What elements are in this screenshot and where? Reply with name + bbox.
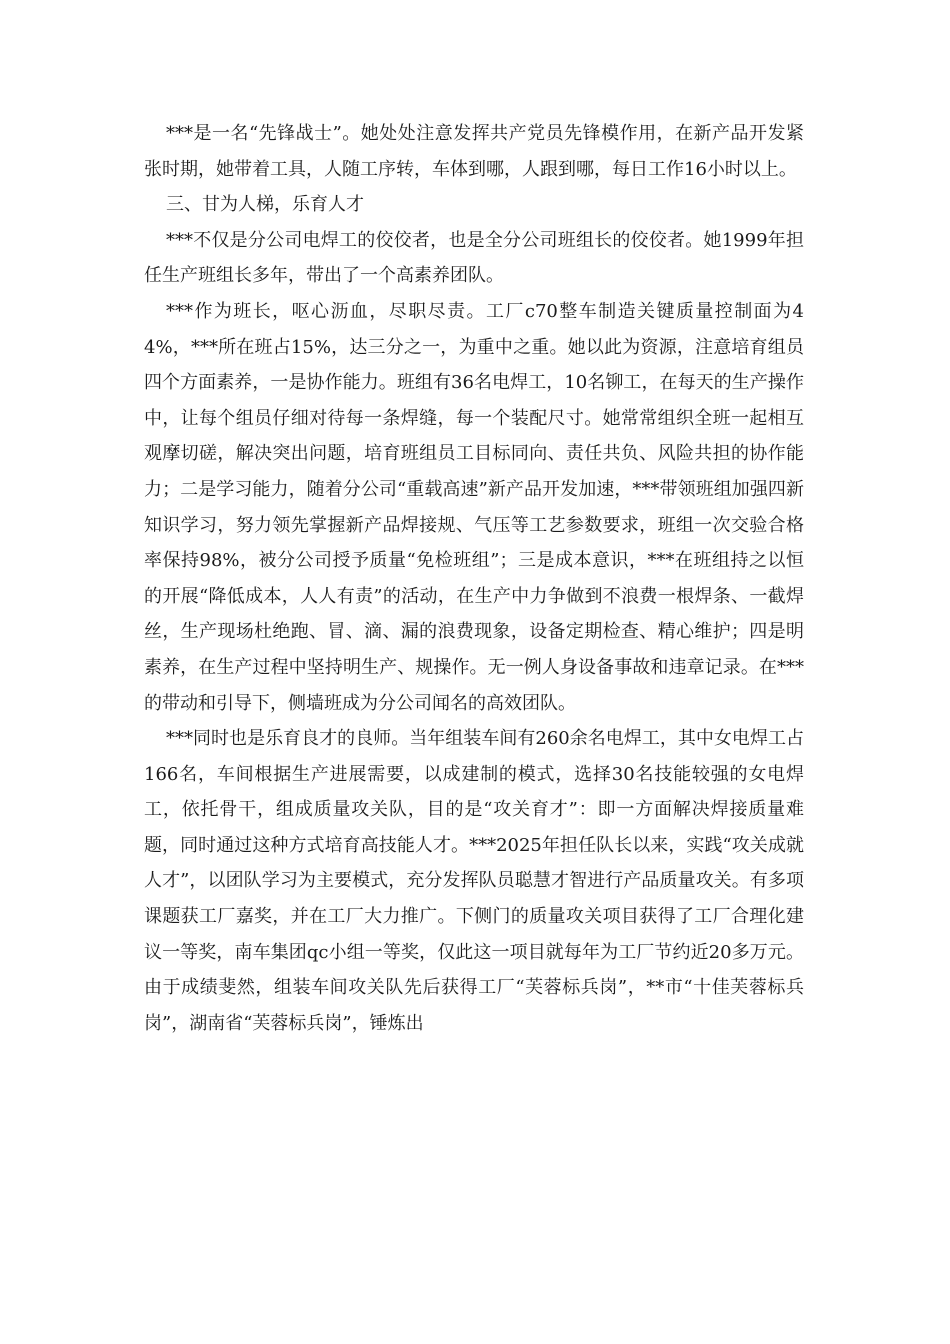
section-heading-3: 三、甘为人梯，乐育人才	[166, 194, 364, 216]
document-body	[144, 116, 804, 1041]
paragraph-four-abilities: ***作为班长，呕心沥血，尽职尽责。工厂c70整车制造关键质量控制面为44%，***所在班占15%，达三分之一，为重中之重。她以此为资源，注意培育组员四个方面素养，一是协作能力。班组有36名电焊工，10名铆工，在每天的生产操作中，让每个组员仔细对待每一条焊缝，每一个装配尺寸。她常常组织全班一起相互观摩切磋，解决突出问题，培育班组员工目标同向、责任共负、风险共担的协作能力；二是学习能力，随着分公司“重载高速”新产品开发加速，***带领班组加强四新知识学习，努力领先掌握新产品焊接规、气压等工艺参数要求，班组一次交验合格率保持98%，被分公司授予质量“免检班组”；三是成本意识，***在班组持之以恒的开展“降低成本，人人有责”的活动，在生产中力争做到不浪费一根焊条、一截焊丝，生产现场杜绝跑、冒、滴、漏的浪费现象，设备定期检查、精心维护；四是明素养，在生产过程中坚持明生产、规操作。无一例人身设备事故和违章记录。在***的带动和引导下，侧墙班成为分公司闻名的高效团队。	[144, 300, 804, 714]
paragraph-mentor: ***同时也是乐育良才的良师。当年组装车间有260余名电焊工，其中女电焊工占166名，车间根据生产进展需要，以成建制的模式，选择30名技能较强的女电焊工，依托骨干，组成质量攻关队，目的是“攻关育才”：即一方面解决焊接质量难题，同时通过这种方式培育高技能人才。***2025年担任队长以来，实践“攻关成就人才”，以团队学习为主要模式，充分发挥队员聪慧才智进行产品质量攻关。有多项课题获工厂嘉奖，并在工厂大力推广。下侧门的质量攻关项目获得了工厂合理化建议一等奖，南车集团qc小组一等奖，仅此这一项目就每年为工厂节约近20多万元。由于成绩斐然，组装车间攻关队先后获得工厂“芙蓉标兵岗”，**市“十佳芙蓉标兵岗”，湖南省“芙蓉标兵岗”，锤炼出	[144, 728, 804, 1034]
paragraph-pioneer: ***是一名“先锋战士”。她处处注意发挥共产党员先锋模作用，在新产品开发紧张时期，她带着工具，人随工序转，车体到哪，人跟到哪，每日工作16小时以上。	[144, 123, 804, 180]
paragraph-team-leader: ***不仅是分公司电焊工的佼佼者，也是全分公司班组长的佼佼者。她1999年担任生产班组长多年，带出了一个高素养团队。	[144, 229, 804, 287]
